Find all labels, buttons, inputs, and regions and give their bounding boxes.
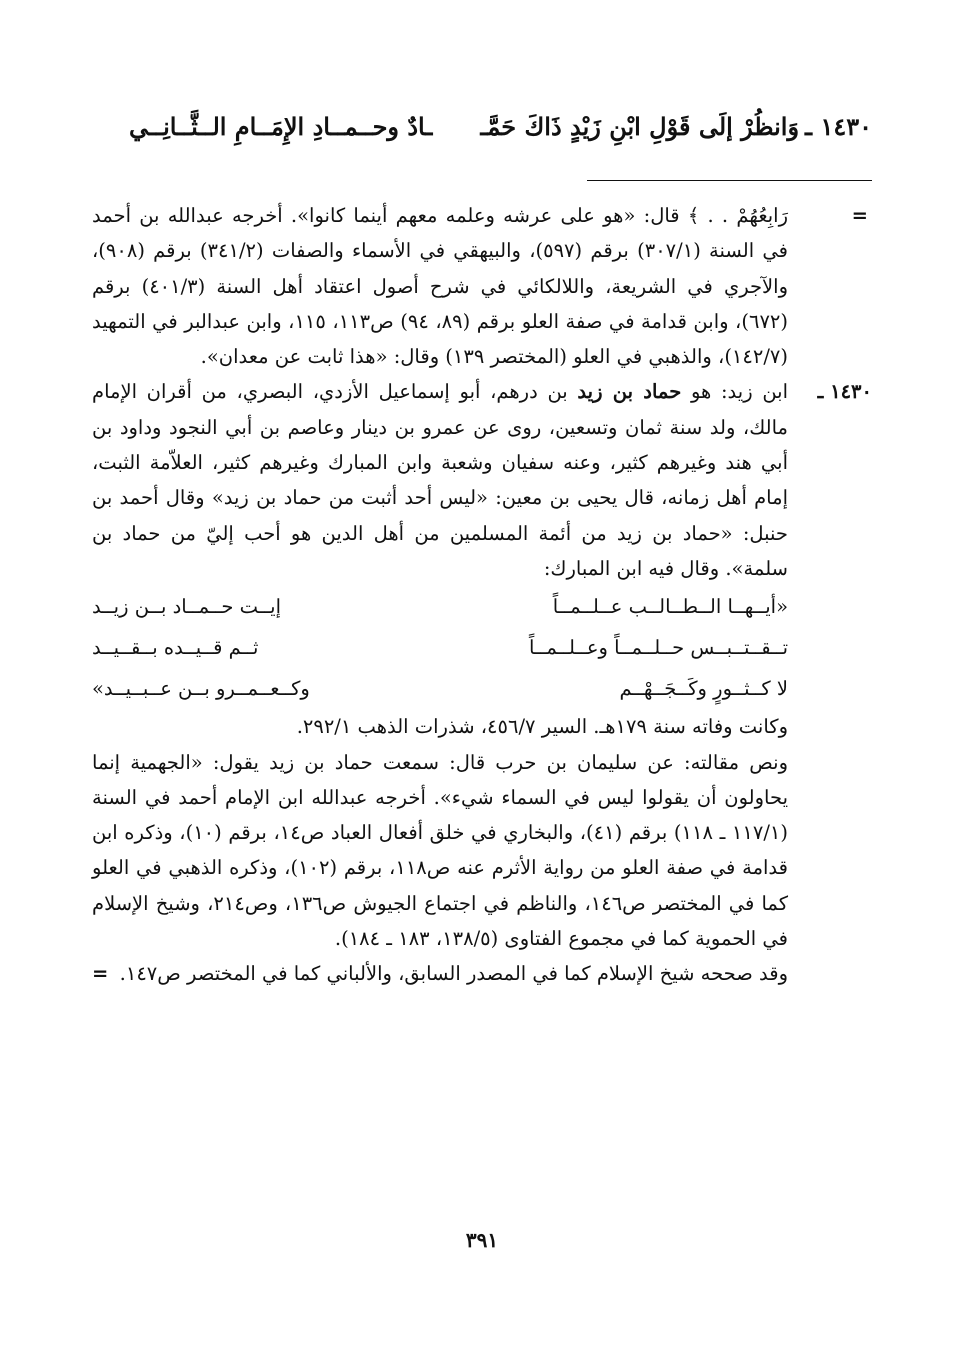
poem-hemistich-left: ثــم قــيــده بــقــيــد	[92, 636, 259, 660]
footnote-bio-text: بن درهم، أبو إسماعيل الأزدي، البصري، من أقران الإمام مالك، ولد سنة ثمان وتسعين، روى عن عمرو بن دينار وعاصم بن أبي النجود وداود بن أبي هند وغيرهم كثير، وعنه سفيان وشعبة وابن المبارك وغيرهم كثير، العلاّمة الثبت، إمام أهل زمانه، قال يحيى بن معين: «ليس أحد أثبت من حماد بن زيد» وقال أحمد بن حنبل: «حماد بن زيد من أئمة المسلمين من أهل الدين هو أحب إليّ من حماد بن سلمة». وقال فيه ابن المبارك:	[92, 380, 788, 580]
footnote-1430-bio	[92, 374, 872, 586]
continuation-marker: =	[851, 204, 868, 227]
poem-hemistich-right: تــقــتــبــس حــلــمــاً وعــلــمــاً	[528, 636, 788, 660]
continues-next-page-marker: =	[92, 962, 109, 986]
poem-line	[92, 586, 872, 627]
footnotes-section	[92, 198, 872, 992]
footnote-continued	[92, 198, 872, 374]
poem-block	[92, 586, 872, 709]
footnote-continued-text: رَابِعُهُمْ . . ﴾ قال: «هو على عرشه وعلمه معهم أينما كانوا». أخرجه عبدالله بن أحمد في السنة (٣٠٧/١) برقم (٥٩٧)، والبيهقي في الأسماء والصفات (٣٤١/٢) برقم (٩٠٨)، والآجري في الشريعة، واللالكائي في شرح أصول اعتقاد أهل السنة (٤٠١/٣) برقم (٦٧٢)، وابن قدامة في صفة العلو برقم (٨٩، ٩٤) ص١١٣، ١١٥، وابن عبدالبر في التمهيد (١٤٢/٧)، والذهبي في العلو (المختصر ١٣٩) وقال: «هذا ثابت عن معدان».	[92, 204, 788, 369]
verse-second-hemistich: ـادٌ وحــمــادِ الإِمَــامِ الــثَّــانِــي	[129, 112, 433, 141]
footnote-number: ١٤٣٠ ـ	[817, 380, 872, 404]
footnote-authentication-text: وقد صححه شيخ الإسلام كما في المصدر السابق، والألباني كما في المختصر ص١٤٧.	[119, 962, 788, 986]
poem-verse-header	[92, 112, 872, 156]
verse-number: ١٤٣٠ ـ	[805, 112, 872, 141]
page-number: ٣٩١	[465, 1228, 499, 1252]
verse-first-hemistich: وَانظُرْ إلَى قَوْلِ ابْنِ زَيْدٍ ذَاكَ حَمَّـ	[480, 112, 800, 141]
poem-hemistich-left: إيــت حــمــاد بــن زيــد	[92, 595, 282, 619]
footnote-death-date: وكانت وفاته سنة ١٧٩هـ. السير ٤٥٦/٧، شذرات الذهب ٢٩٢/١.	[296, 715, 788, 739]
poem-line	[92, 627, 872, 668]
poem-hemistich-left: وكــعــمــرو بــن عــبــيــد»	[92, 677, 310, 701]
footnote-authentication	[92, 956, 872, 991]
poem-hemistich-right: لا كــثــورٍ وكَــجَــهْــم	[619, 677, 788, 701]
footnote-lead: ابن زيد: هو	[690, 380, 789, 404]
poem-line	[92, 668, 872, 709]
footnote-subject-name: حماد بن زيد	[577, 380, 682, 404]
poem-hemistich-right: «أيــهــا الــطــالــب عــلــمــاً	[552, 595, 788, 619]
footnote-separator-rule	[587, 180, 872, 181]
footnote-saying: ونص مقالته: عن سليمان بن حرب قال: سمعت حماد بن زيد يقول: «الجهمية إنما يحاولون أن يقولوا ليس في السماء شيء». أخرجه عبدالله ابن الإمام أحمد في السنة (١١٧/١ ـ ١١٨) برقم (٤١)، والبخاري في خلق أفعال العباد ص١٤، برقم (١٠)، وذكره ابن قدامة في صفة العلو من رواية الأثرم عنه ص١١٨، برقم (١٠٢)، وذكره الذهبي في العلو كما في المختصر ص١٤٦، والناظم في اجتماع الجيوش ص١٣٦، وص٢١٤، وشيخ الإسلام في الحموية كما في مجموع الفتاوى (١٣٨/٥، ١٨٣ ـ ١٨٤).	[92, 750, 788, 951]
